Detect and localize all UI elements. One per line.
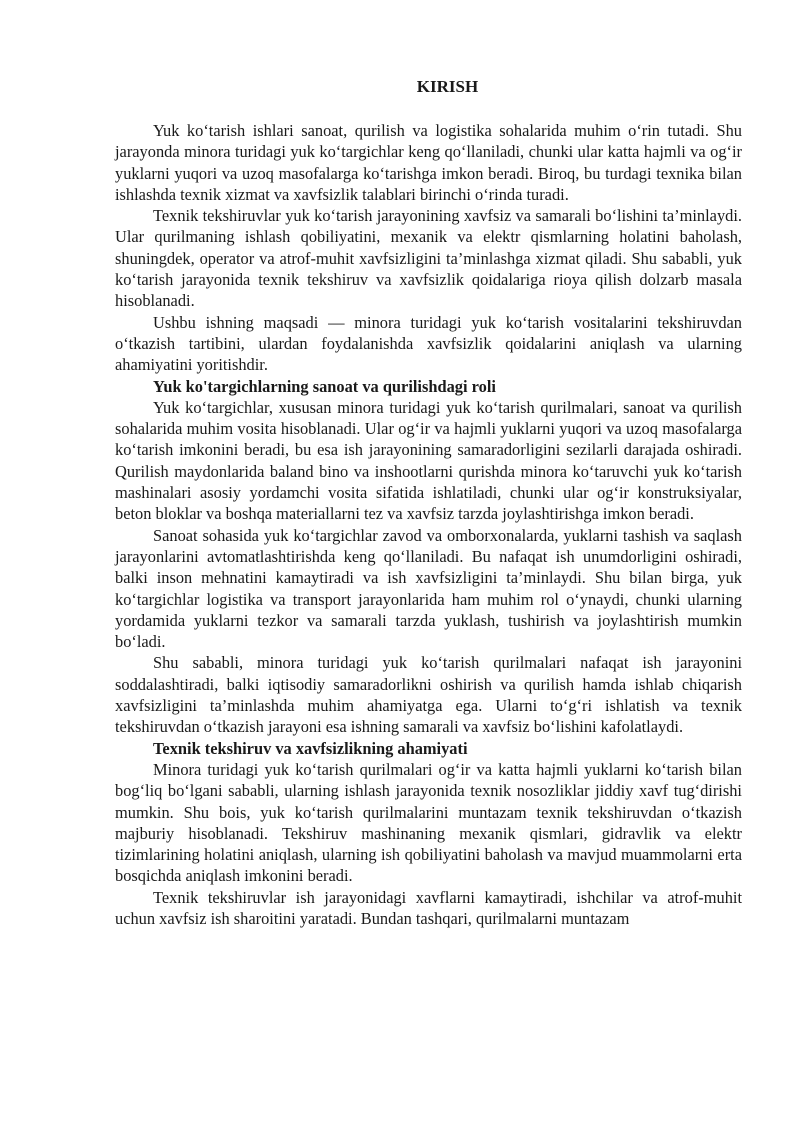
section2-paragraph-1: Minora turidagi yuk ko‘tarish qurilmalari og‘ir va katta hajmli yuklarni ko‘tarish bilan bog‘liq bo‘lgani sababli, ularning ishlash jarayonida texnik nosozliklar jiddiy xavf tug‘dirishi mumkin. Shu bois, yuk ko‘tarish qurilmalarini muntazam texnik tekshiruvdan o‘tkazish majburiy hisoblanadi. Tekshiruv mashinaning mexanik qismlari, gidravlik va elektr tizimlarining holatini aniqlash, ularning ish qobiliyatini baholash va mavjud muammolarni erta bosqichda aniqlash imkonini beradi. [115,759,742,886]
section1-paragraph-3: Shu sababli, minora turidagi yuk ko‘tarish qurilmalari nafaqat ish jarayonini soddalashtiradi, balki iqtisodiy samaradorlikni oshirish va qurilish hamda ishlab chiqarish xavfsizligini ta’minlashda muhim ahamiyatga ega. Ularni to‘g‘ri ishlatish va texnik tekshiruvdan o‘tkazish jarayoni esa ishning samarali va xavfsiz bo‘lishini kafolatlaydi. [115,653,742,737]
intro-paragraph-1: Yuk ko‘tarish ishlari sanoat, qurilish va logistika sohalarida muhim o‘rin tutadi. Shu jarayonda minora turidagi yuk ko‘targichlar keng qo‘llaniladi, chunki ular katta hajmli va og‘ir yuklarni yuqori va uzoq masofalarga ko‘tarishga imkon beradi. Biroq, bu turdagi texnika bilan ishlashda texnik xizmat va xavfsizlik talablari birinchi o‘rinda turadi. [115,121,742,204]
document-page [115,74,742,929]
document-title: KIRISH [416,77,479,96]
intro-paragraph-2: Texnik tekshiruvlar yuk ko‘tarish jarayonining xavfsiz va samarali bo‘lishini ta’minlaydi. Ular qurilmaning ishlash qobiliyatini, mexanik va elektr qismlarning holatini baholash, shuningdek, operator va atrof-muhit xavfsizligini ta’minlashga xizmat qiladi. Shu sababli, yuk ko‘tarish jarayonida texnik tekshiruv va xavfsizlik qoidalariga rioya qilish dolzarb masala hisoblanadi. [115,206,742,311]
section-heading-role: Yuk ko'targichlarning sanoat va qurilishdagi roli [153,376,496,396]
section1-paragraph-2: Sanoat sohasida yuk ko‘targichlar zavod va omborxonalarda, yuklarni tashish va saqlash jarayonlarini avtomatlashtirishda keng qo‘llaniladi. Bu nafaqat ish unumdorligini oshiradi, balki inson mehnatini kamaytiradi va ish xavfsizligini ta’minlaydi. Shu bilan birga, yuk ko‘targichlar logistika va transport jarayonlarida ham muhim rol o‘ynaydi, chunki ularning yordamida yuklarni tezkor va samarali tarzda yuklash, tushirish va joylashtirish mumkin bo‘ladi. [115,525,742,652]
section2-paragraph-2: Texnik tekshiruvlar ish jarayonidagi xavflarni kamaytiradi, ishchilar va atrof-muhit uchun xavfsiz ish sharoitini yaratadi. Bundan tashqari, qurilmalarni muntazam [115,887,742,928]
intro-paragraph-3: Ushbu ishning maqsadi — minora turidagi yuk ko‘tarish vositalarini tekshiruvdan o‘tkazish tartibini, ulardan foydalanishda xavfsizlik qoidalarini aniqlash va ularning ahamiyatini yoritishdir. [115,312,742,375]
section-heading-safety: Texnik tekshiruv va xavfsizlikning ahamiyati [153,738,468,758]
section1-paragraph-1: Yuk ko‘targichlar, xususan minora turidagi yuk ko‘tarish qurilmalari, sanoat va qurilish sohalarida muhim vosita hisoblanadi. Ular og‘ir va hajmli yuklarni yuqori va uzoq masofalarga ko‘tarish imkonini beradi, bu esa ish jarayonining samaradorligini sezilarli darajada oshiradi. Qurilish maydonlarida baland bino va inshootlarni qurishda minora ko‘taruvchi yuk ko‘tarish mashinalari asosiy yordamchi vosita sifatida ishlatiladi, chunki ular og‘ir konstruksiyalar, beton bloklar va boshqa materiallarni tez va xavfsiz tarzda joylashtirishga imkon beradi. [115,397,742,524]
